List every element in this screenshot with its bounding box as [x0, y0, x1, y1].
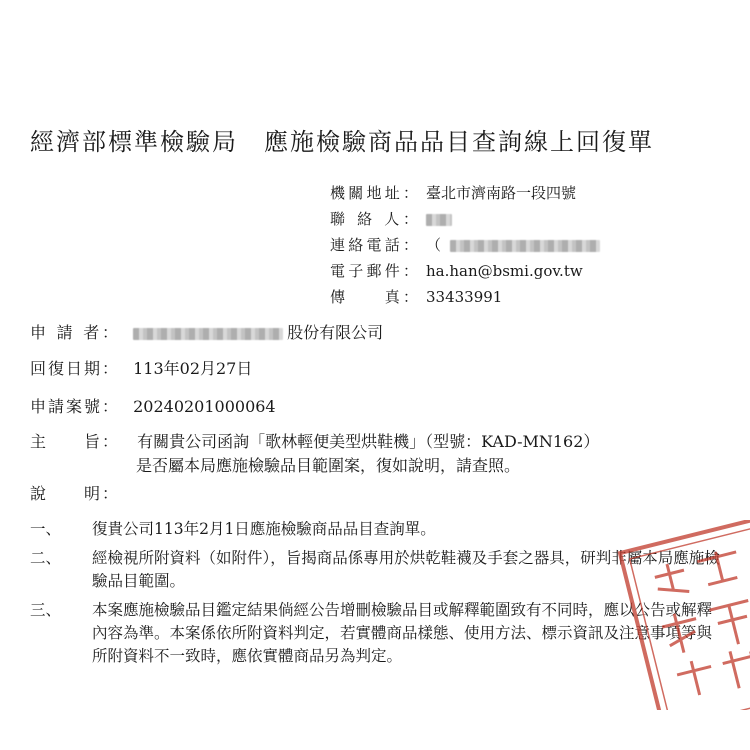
explanation-heading [30, 482, 730, 506]
list-item [30, 518, 725, 541]
applicant-label: 申 請 者： [30, 323, 118, 342]
case-no-row [30, 394, 730, 417]
subject-line-1 [30, 430, 730, 454]
contact-person-row [330, 206, 730, 232]
subject-text-2: 是否屬本局應施檢驗品目範圍案，復如說明，請查照。 [136, 456, 521, 475]
address-label: 機關地址： [330, 184, 418, 202]
email-value: ha.han@bsmi.gov.tw [426, 262, 583, 280]
subject-text-1: 有關貴公司函詢「歌林輕便美型烘鞋機」（型號：KAD-MN162） [137, 432, 600, 451]
address-row [330, 180, 730, 206]
subject-label: 主 旨： [30, 432, 118, 451]
email-label: 電子郵件： [330, 262, 418, 280]
item-number: 二、 [30, 549, 62, 567]
phone-prefix: （ [426, 236, 442, 254]
address-value: 臺北市濟南路一段四號 [426, 184, 577, 202]
phone-row [330, 232, 730, 258]
item-text: 復貴公司113年2月1日應施檢驗商品品目查詢單。 [92, 520, 436, 538]
fax-label: 傳 真： [330, 288, 418, 306]
document-title: 經濟部標準檢驗局 應施檢驗商品品目查詢線上回復單 [30, 128, 654, 156]
contact-person-label: 聯 絡 人： [330, 210, 418, 228]
case-no-label: 申請案號： [30, 397, 118, 416]
list-item [30, 547, 725, 593]
reply-date-label: 回復日期： [30, 359, 118, 378]
applicant-name-redacted [133, 328, 283, 340]
fax-row [330, 284, 730, 310]
subject-block [30, 430, 730, 506]
explanation-label: 說 明： [30, 484, 118, 503]
applicant-suffix: 股份有限公司 [287, 323, 384, 342]
item-text: 本案應施檢驗品目鑑定結果倘經公告增刪檢驗品目或解釋範圍致有不同時，應以公告或解釋內容為準。本案係依所附資料判定，若實體商品樣態、使用方法、標示資訊及注意事項等與所附資料不一致時，應依實體商品另為判定。 [92, 601, 713, 665]
item-text: 經檢視所附資料（如附件），旨揭商品係專用於烘乾鞋襪及手套之器具，研判非屬本局應施檢驗品目範圍。 [92, 549, 720, 590]
fax-value: 33433991 [426, 288, 503, 306]
contact-person-redacted [426, 206, 452, 232]
email-row [330, 258, 730, 284]
phone-redacted [450, 240, 600, 252]
list-item [30, 599, 725, 668]
item-number: 三、 [30, 601, 62, 619]
reply-date-row [30, 356, 730, 379]
item-number: 一、 [30, 520, 62, 538]
contact-block [330, 180, 730, 310]
phone-label: 連絡電話： [330, 236, 418, 254]
applicant-row [30, 320, 730, 343]
phone-value [426, 232, 600, 258]
explanation-items [30, 518, 725, 674]
reply-date-value: 113年02月27日 [133, 359, 253, 378]
case-no-value: 20240201000064 [133, 397, 276, 416]
